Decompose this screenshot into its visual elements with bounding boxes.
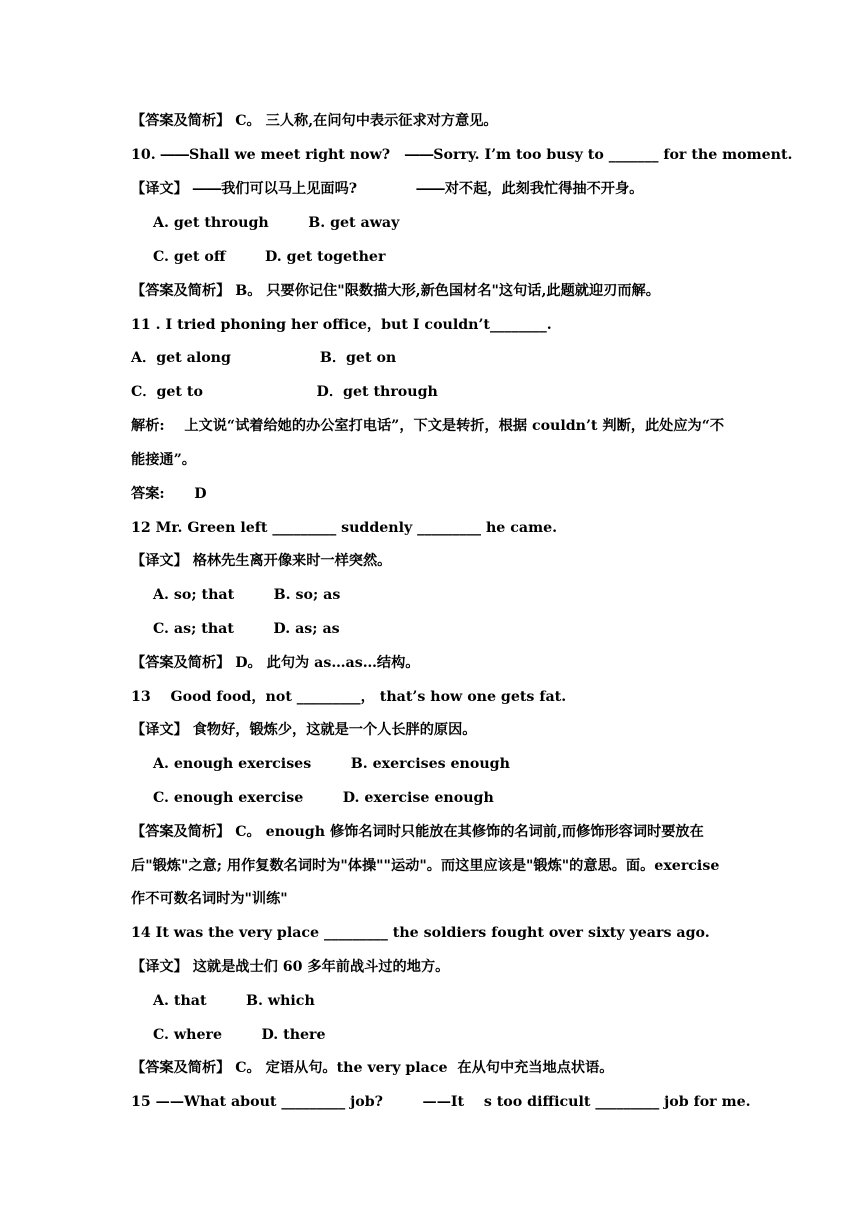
answer-11: 答案: D — [131, 486, 207, 502]
answer-explanation-13-line2: 后"锻炼"之意; 用作复数名词时为"体操""运动"。而这里应该是"锻炼"的意思。面。exercise — [131, 858, 720, 874]
options-10-ab: A. get through B. get away — [153, 215, 400, 231]
options-13-cd: C. enough exercise D. exercise enough — [153, 790, 494, 806]
analysis-11-line2: 能接通”。 — [131, 452, 196, 468]
translation-12: 【译文】 格林先生离开像来时一样突然。 — [131, 553, 392, 569]
answer-explanation-13-line3: 作不可数名词时为"训练" — [131, 891, 288, 907]
options-14-ab: A. that B. which — [153, 993, 315, 1009]
question-12: 12 Mr. Green left _________ suddenly _________ he came. — [131, 520, 558, 536]
answer-explanation-9: 【答案及简析】 C。 三人称,在问句中表示征求对方意见。 — [131, 113, 498, 129]
translation-13: 【译文】 食物好，锻炼少，这就是一个人长胖的原因。 — [131, 722, 477, 738]
answer-explanation-14: 【答案及简析】 C。 定语从句。the very place 在从句中充当地点状语。 — [131, 1060, 614, 1076]
options-11-cd: C．get to D．get through — [131, 384, 438, 400]
analysis-11-line1: 解析: 上文说“试着给她的办公室打电话”，下文是转折，根据 couldn’t 判断，此处应为“不 — [131, 418, 725, 434]
translation-14: 【译文】 这就是战士们 60 多年前战斗过的地方。 — [131, 959, 450, 975]
options-13-ab: A. enough exercises B. exercises enough — [153, 756, 510, 772]
answer-explanation-12: 【答案及简析】 D。 此句为 as…as…结构。 — [131, 655, 420, 671]
question-10: 10. ――Shall we meet right now? ――Sorry. I’m too busy to _______ for the moment. — [131, 147, 793, 163]
options-11-ab: A．get along B．get on — [131, 350, 397, 366]
options-10-cd: C. get off D. get together — [153, 249, 386, 265]
translation-10: 【译文】 ――我们可以马上见面吗? ――对不起，此刻我忙得抽不开身。 — [131, 181, 644, 197]
question-13: 13 Good food，not _________， that’s how one gets fat. — [131, 689, 567, 705]
question-14: 14 It was the very place _________ the soldiers fought over sixty years ago. — [131, 925, 710, 941]
options-12-cd: C. as; that D. as; as — [153, 621, 340, 637]
question-15: 15 ——What about _________ job? ——It s too difficult _________ job for me. — [131, 1094, 751, 1110]
answer-explanation-10: 【答案及简析】 B。 只要你记住"限数描大形,新色国材名"这句话,此题就迎刃而解。 — [131, 283, 660, 299]
options-14-cd: C. where D. there — [153, 1027, 326, 1043]
options-12-ab: A. so; that B. so; as — [153, 587, 341, 603]
question-11: 11 . I tried phoning her office，but I couldn’t________. — [131, 317, 552, 333]
answer-explanation-13-line1: 【答案及简析】 C。 enough 修饰名词时只能放在其修饰的名词前,而修饰形容词时要放在 — [131, 824, 704, 840]
